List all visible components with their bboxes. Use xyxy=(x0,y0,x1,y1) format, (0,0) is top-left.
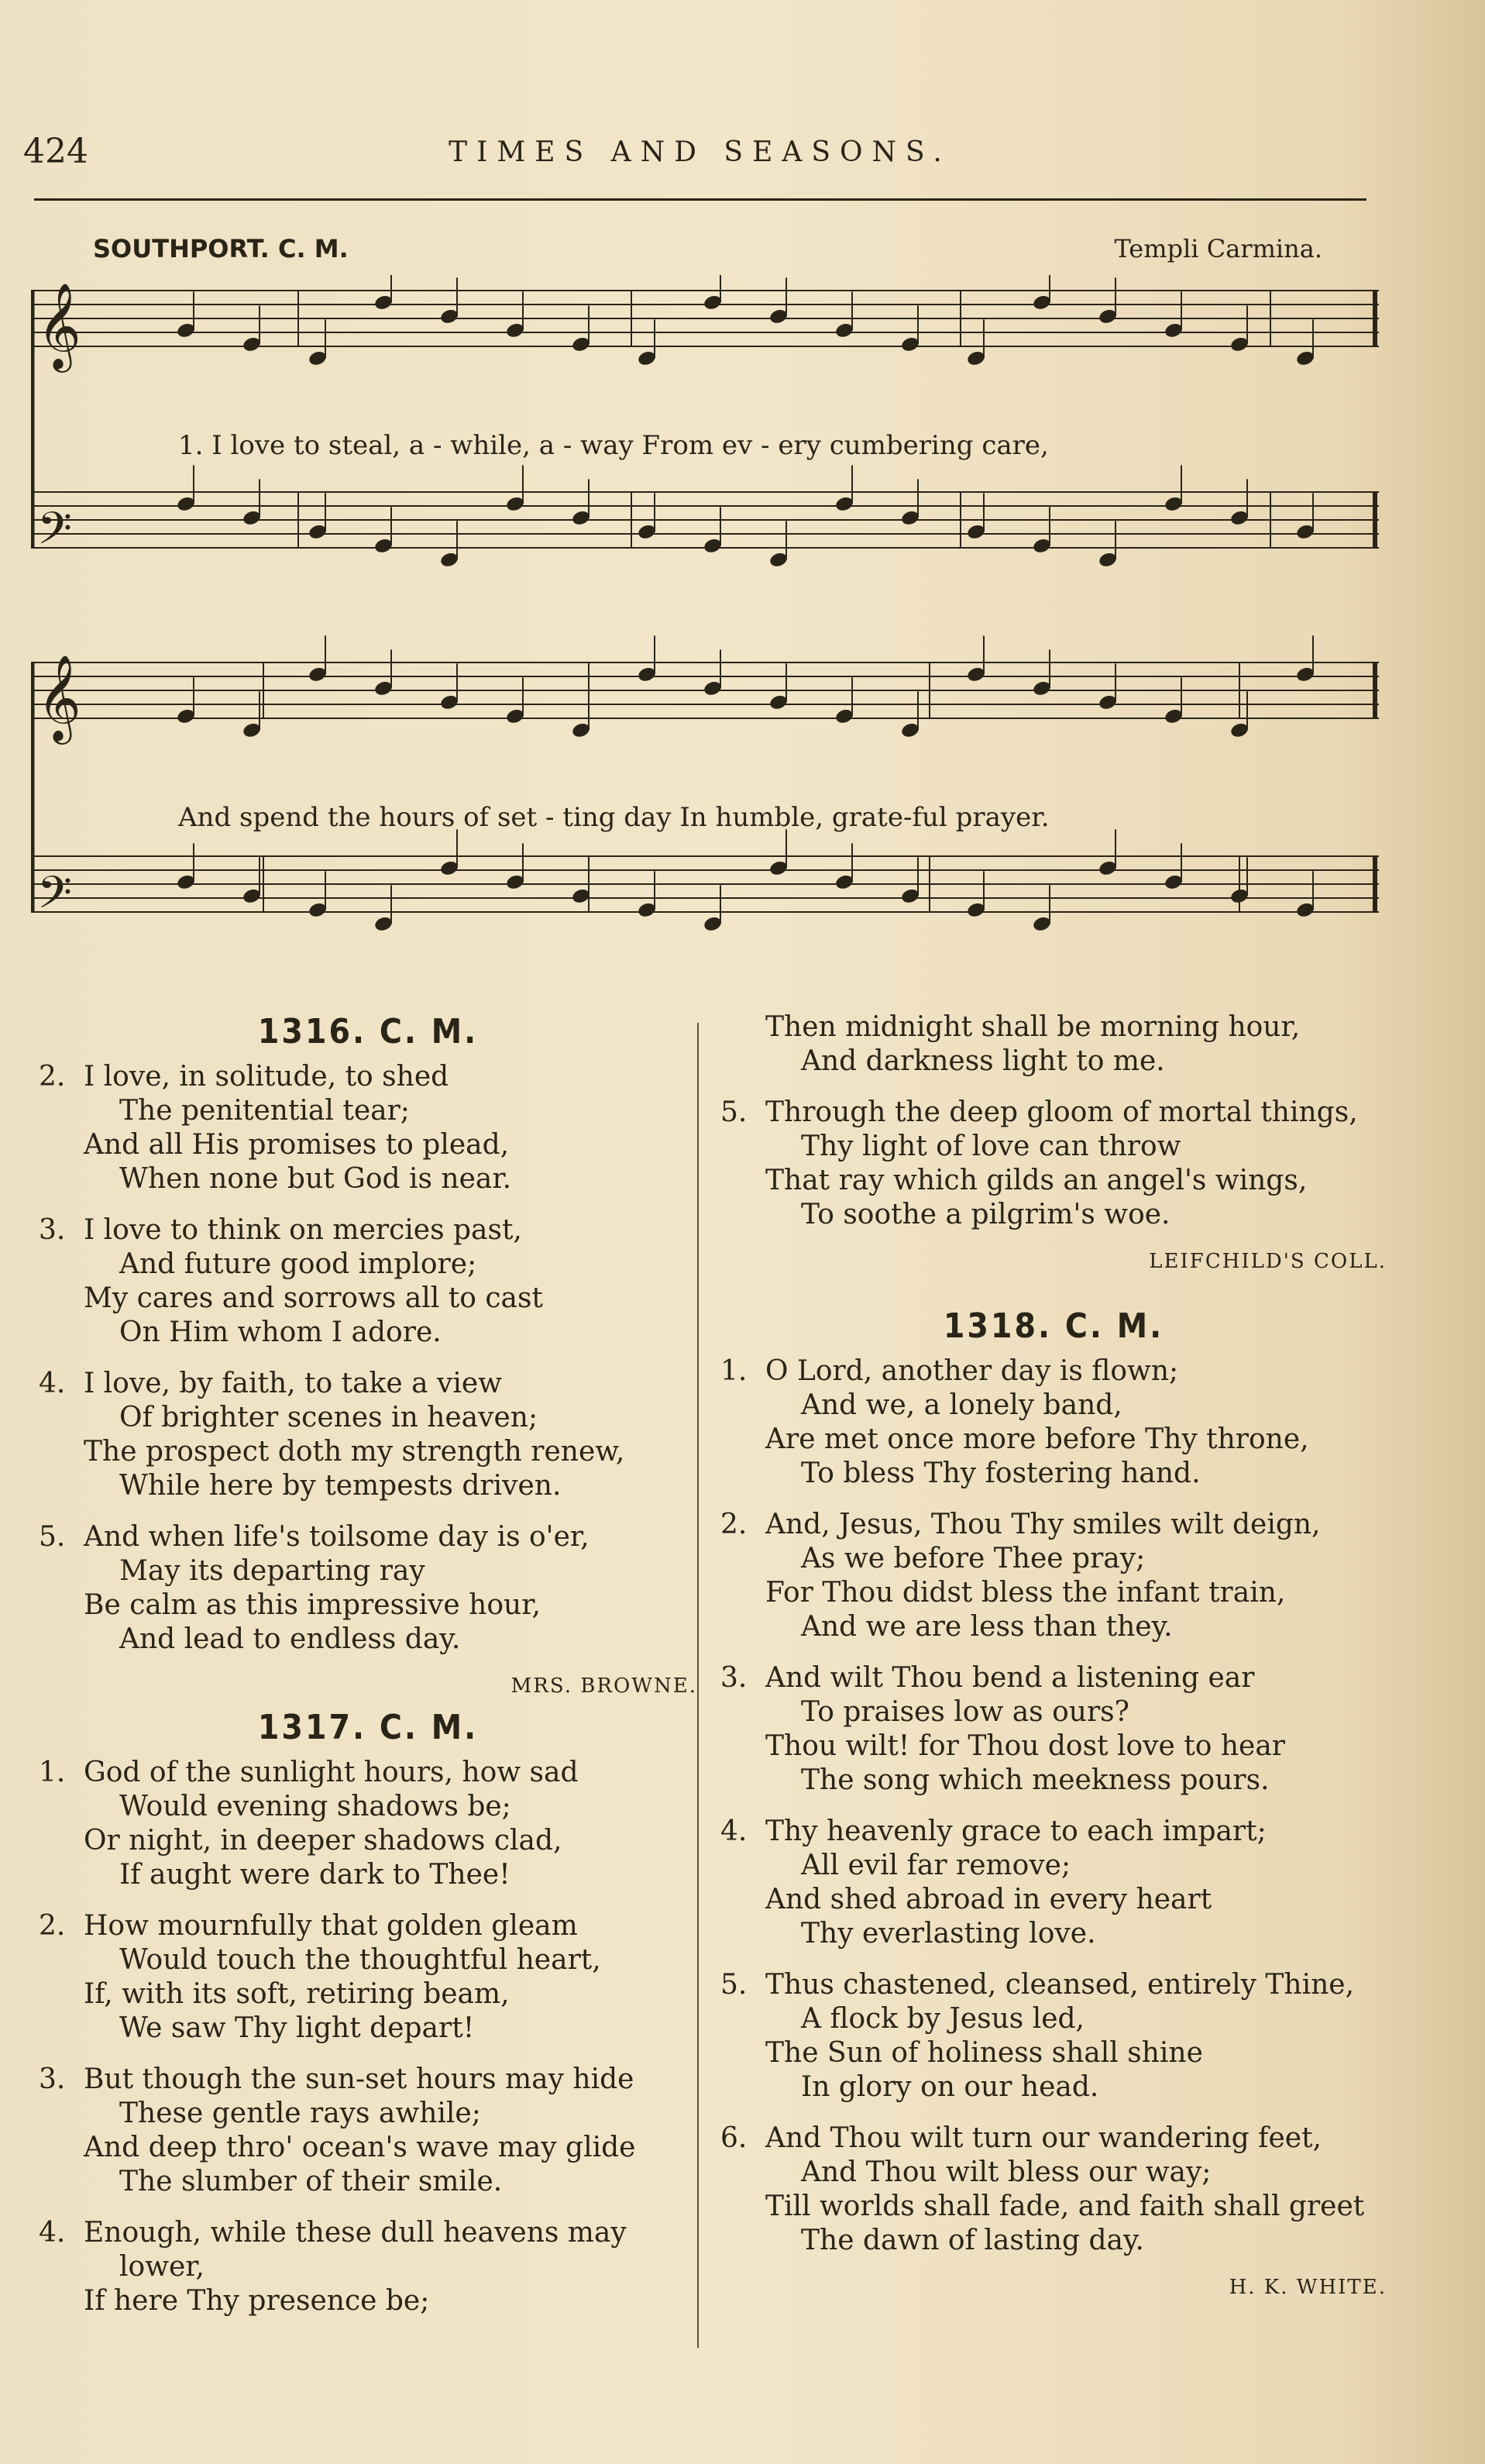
verse-line: And shed abroad in every heart xyxy=(765,1884,1212,1915)
header-rule xyxy=(34,198,1366,201)
verse-line: Till worlds shall fade, and faith shall greet xyxy=(765,2190,1365,2222)
hymn-1317-verse-5 xyxy=(720,1096,1387,1232)
h1316-verse-2 xyxy=(39,1213,697,1350)
verse-line: To soothe a pilgrim's woe. xyxy=(801,1199,1170,1230)
verse-line: To praises low as ours? xyxy=(801,1696,1129,1728)
h1317-verse-4 xyxy=(39,2216,697,2318)
verse-number: 6. xyxy=(720,2122,748,2154)
verse-line: We saw Thy light depart! xyxy=(119,2012,475,2044)
verse-line: Thy everlasting love. xyxy=(801,1918,1096,1950)
verse-line: If here Thy presence be; xyxy=(84,2285,430,2317)
tune-name: SOUTHPORT. C. M. xyxy=(93,234,349,263)
hymn-number-1316: 1316. C. M. xyxy=(257,1012,479,1051)
verse-line: The slumber of their smile. xyxy=(119,2166,503,2197)
verse-line: Enough, while these dull heavens may xyxy=(84,2217,627,2249)
verse-number: 4. xyxy=(39,1368,66,1399)
h1318-verse-6 xyxy=(720,2122,1387,2258)
hymn-number-1317: 1317. C. M. xyxy=(257,1708,479,1747)
h1317-verse-1 xyxy=(39,1756,697,1892)
verse-line: lower, xyxy=(119,2251,205,2283)
bass-clef-icon: 𝄢 xyxy=(37,502,73,566)
verse-line: Thou wilt! for Thou dost love to hear xyxy=(765,1730,1285,1762)
verse-number: 1. xyxy=(39,1757,66,1788)
verse-line: Through the deep gloom of mortal things, xyxy=(765,1096,1358,1128)
verse-line: And when life's toilsome day is o'er, xyxy=(84,1521,590,1553)
verse-line: My cares and sorrows all to cast xyxy=(84,1282,543,1314)
left-column xyxy=(39,1007,697,2335)
verse-line: And deep thro' ocean's wave may glide xyxy=(84,2132,636,2163)
verse-line: Or night, in deeper shadows clad, xyxy=(84,1825,562,1857)
verse-line: Then midnight shall be morning hour, xyxy=(765,1011,1301,1043)
verse-line: The penitential tear; xyxy=(119,1095,410,1127)
verse-number: 5. xyxy=(39,1521,66,1553)
h1316-verse-3 xyxy=(39,1367,697,1503)
verse-line: The Sun of holiness shall shine xyxy=(765,2037,1203,2069)
verse-number: 5. xyxy=(720,1096,748,1128)
verse-line: I love, in solitude, to shed xyxy=(84,1061,449,1093)
verse-line: And Thou wilt bless our way; xyxy=(801,2156,1212,2188)
verse-line: The prospect doth my strength renew, xyxy=(84,1436,625,1468)
verse-line: All evil far remove; xyxy=(801,1850,1071,1881)
verse-line: Thy heavenly grace to each impart; xyxy=(765,1815,1267,1847)
verse-number: 3. xyxy=(39,1214,66,1246)
verse-number: 4. xyxy=(720,1815,748,1847)
column-divider xyxy=(697,1023,699,2348)
h1316-verse-1 xyxy=(39,1060,697,1196)
verse-line: The dawn of lasting day. xyxy=(801,2225,1144,2256)
verse-line: Would evening shadows be; xyxy=(119,1791,511,1822)
verse-line: Be calm as this impressive hour, xyxy=(84,1589,541,1621)
verse-line: And we are less than they. xyxy=(801,1611,1173,1643)
tune-source: Templi Carmina. xyxy=(1114,234,1322,263)
music-score xyxy=(31,275,1379,972)
verse-line: How mournfully that golden gleam xyxy=(84,1910,578,1942)
h1318-verse-2 xyxy=(720,1508,1387,1644)
page-number: 424 xyxy=(23,132,88,171)
verse-line: If, with its soft, retiring beam, xyxy=(84,1978,510,2010)
verse-line: That ray which gilds an angel's wings, xyxy=(765,1165,1308,1196)
hymn-1317-verse-4-continued xyxy=(720,1010,1387,1079)
treble-clef-icon: 𝄞 xyxy=(37,654,81,741)
verse-line: On Him whom I adore. xyxy=(119,1316,442,1348)
running-title: TIMES AND SEASONS. xyxy=(449,136,951,168)
verse-number: 2. xyxy=(39,1910,66,1942)
verse-number: 5. xyxy=(720,1969,748,2001)
verse-line: I love, by faith, to take a view xyxy=(84,1368,502,1399)
verse-line: And, Jesus, Thou Thy smiles wilt deign, xyxy=(765,1509,1321,1540)
verse-line: While here by tempests driven. xyxy=(119,1470,562,1502)
h1316-verse-4 xyxy=(39,1520,697,1657)
verse-line: Thus chastened, cleansed, entirely Thine, xyxy=(765,1969,1355,2001)
verse-number: 4. xyxy=(39,2217,66,2249)
h1318-verse-1 xyxy=(720,1354,1387,1491)
verse-line: Would touch the thoughtful heart, xyxy=(119,1944,601,1976)
verse-line: If aught were dark to Thee! xyxy=(119,1859,510,1891)
treble-clef-icon: 𝄞 xyxy=(37,282,81,369)
verse-line: The song which meekness pours. xyxy=(801,1764,1270,1796)
tune-heading xyxy=(93,234,1322,268)
verse-number: 2. xyxy=(720,1509,748,1540)
verse-line: To bless Thy fostering hand. xyxy=(801,1457,1201,1489)
verse-line: For Thou didst bless the infant train, xyxy=(765,1577,1286,1609)
verse-line: And all His promises to plead, xyxy=(84,1129,510,1161)
attribution-1316: MRS. BROWNE. xyxy=(510,1674,697,1698)
verse-number: 1. xyxy=(720,1355,748,1387)
verse-line: And future good implore; xyxy=(119,1248,477,1280)
verse-line: Are met once more before Thy throne, xyxy=(765,1423,1309,1455)
verse-line: In glory on our head. xyxy=(801,2071,1099,2103)
h1318-verse-4 xyxy=(720,1815,1387,1951)
tune-lyric-line-1: 1. I love to steal, a - while, a - way From ev - ery cumbering care, xyxy=(178,430,1049,461)
verse-line: O Lord, another day is flown; xyxy=(765,1355,1179,1387)
tune-lyric-line-2: And spend the hours of set - ting day In humble, grate-ful prayer. xyxy=(178,802,1050,833)
bass-clef-icon: 𝄢 xyxy=(37,866,73,930)
verse-number: 2. xyxy=(39,1061,66,1093)
h1317-verse-2 xyxy=(39,1909,697,2046)
verse-number: 3. xyxy=(39,2063,66,2095)
attribution-1317: LEIFCHILD'S COLL. xyxy=(1149,1250,1387,1273)
verse-line: And wilt Thou bend a listening ear xyxy=(765,1662,1255,1694)
verse-line: When none but God is near. xyxy=(119,1163,512,1195)
verse-line: I love to think on mercies past, xyxy=(84,1214,522,1246)
verse-line: But though the sun-set hours may hide xyxy=(84,2063,634,2095)
verse-line: And we, a lonely band, xyxy=(801,1389,1122,1421)
verse-line: God of the sunlight hours, how sad xyxy=(84,1757,579,1788)
verse-line: May its departing ray xyxy=(119,1555,425,1587)
h1318-verse-5 xyxy=(720,1968,1387,2104)
verse-line: And lead to endless day. xyxy=(119,1623,461,1655)
verse-line: As we before Thee pray; xyxy=(801,1543,1146,1574)
page-header xyxy=(23,132,1377,178)
verse-line: These gentle rays awhile; xyxy=(119,2097,481,2129)
right-column xyxy=(720,1007,1387,2311)
verse-number: 3. xyxy=(720,1662,748,1694)
h1317-verse-3 xyxy=(39,2063,697,2199)
verse-line: Of brighter scenes in heaven; xyxy=(119,1402,538,1433)
hymn-number-1318: 1318. C. M. xyxy=(943,1306,1164,1346)
verse-line: And darkness light to me. xyxy=(801,1045,1165,1077)
verse-line: And Thou wilt turn our wandering feet, xyxy=(765,2122,1322,2154)
h1318-verse-3 xyxy=(720,1661,1387,1798)
verse-line: A flock by Jesus led, xyxy=(801,2003,1085,2035)
attribution-1318: H. K. WHITE. xyxy=(1229,2276,1387,2299)
verse-line: Thy light of love can throw xyxy=(801,1130,1181,1162)
